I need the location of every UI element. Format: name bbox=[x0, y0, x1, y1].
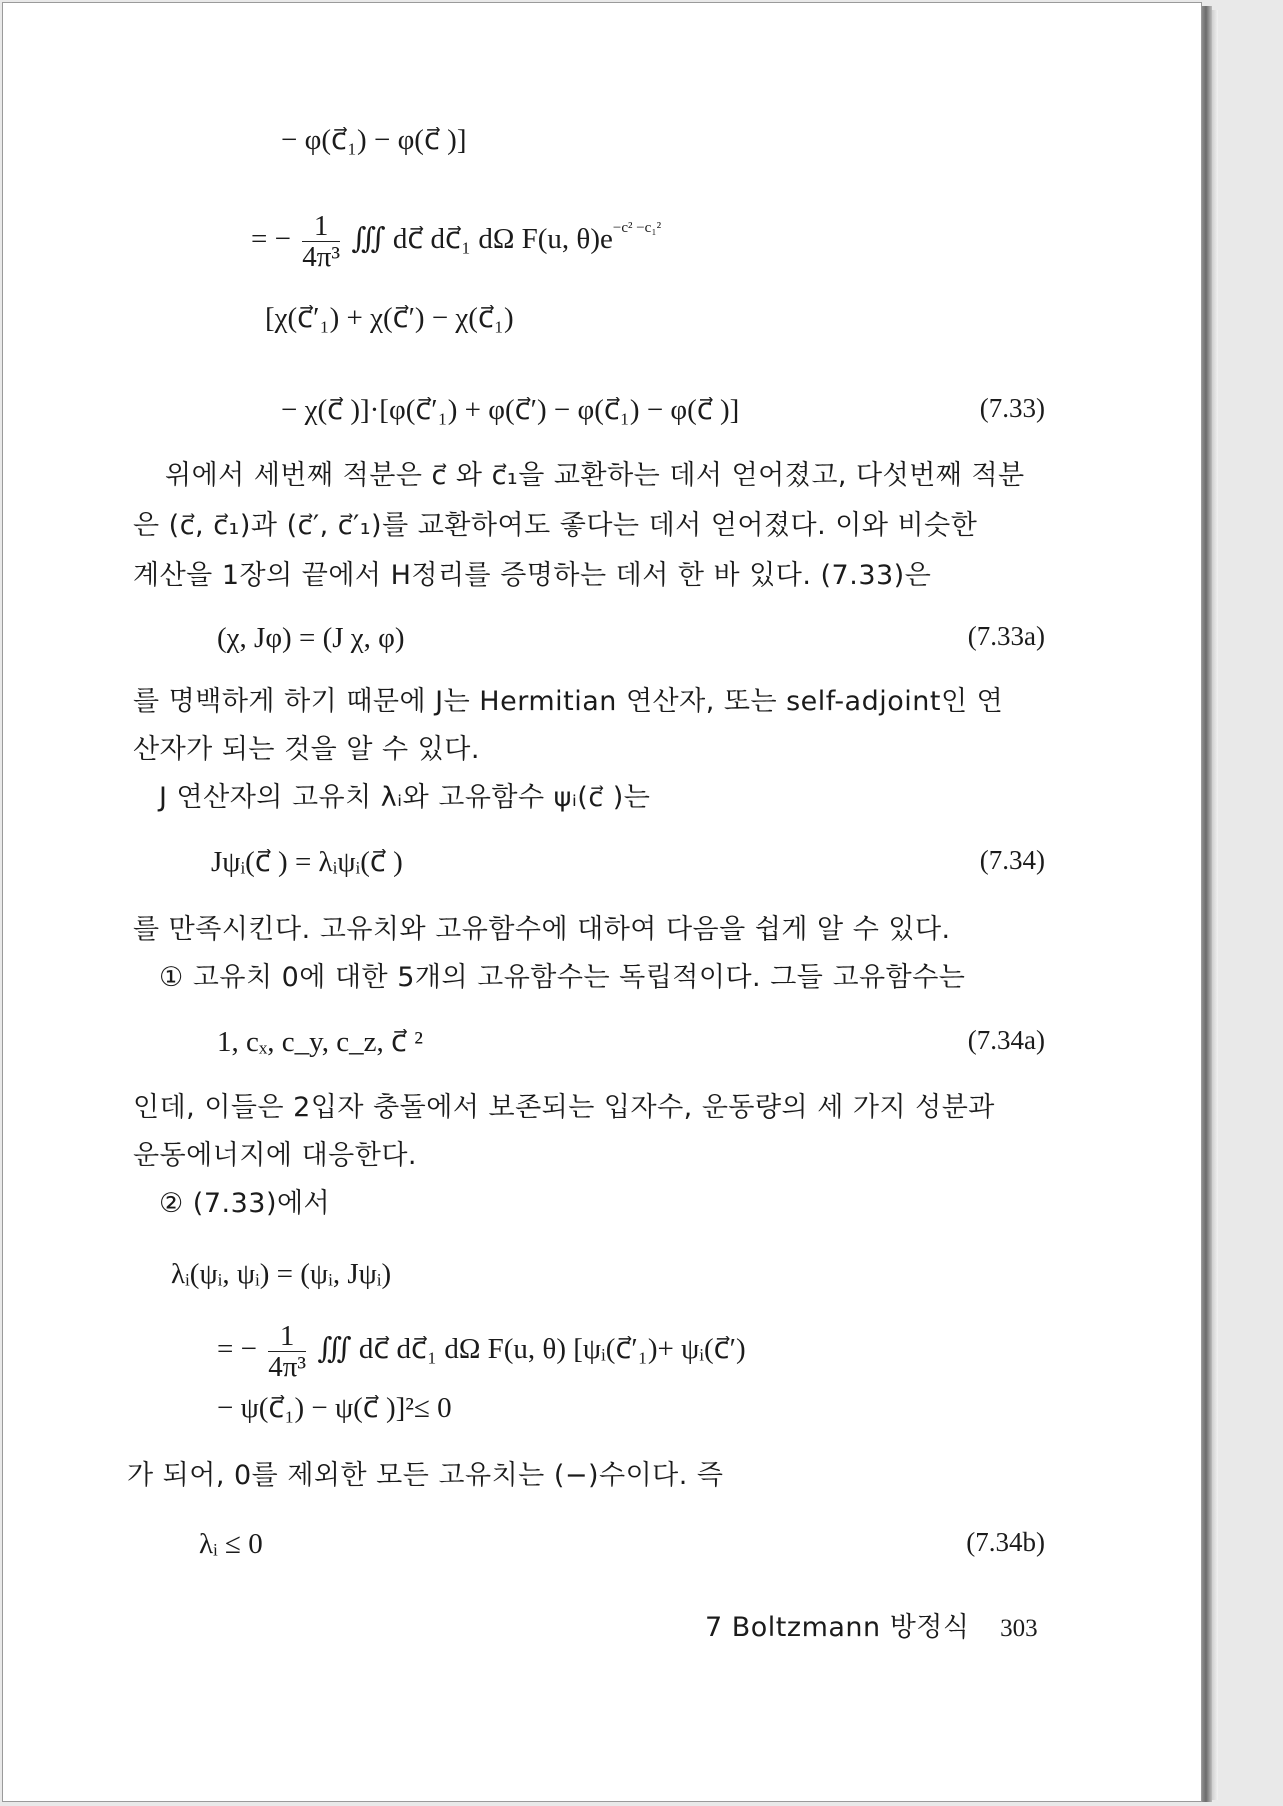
fraction-denominator: 4π³ bbox=[302, 241, 341, 273]
running-chapter-title: 7 Boltzmann 방정식 bbox=[705, 1612, 970, 1643]
paragraph-6-line-1: 인데, 이들은 2입자 충돌에서 보존되는 입자수, 운동량의 세 가지 성분과 bbox=[133, 1092, 995, 1123]
equation-7-34b: λᵢ ≤ 0 bbox=[199, 1528, 263, 1560]
equals-minus-2: = − bbox=[217, 1333, 257, 1366]
paragraph-1-line-2: 은 (c⃗, c⃗₁)과 (c⃗′, c⃗′₁)를 교환하여도 좋다는 데서 얻어졌다. 이와 비슷한 bbox=[133, 510, 978, 541]
equals-minus: = − bbox=[251, 223, 291, 256]
paragraph-1-line-1: 위에서 세번째 적분은 c⃗ 와 c⃗₁을 교환하는 데서 얻어졌고, 다섯번째 적분 bbox=[165, 460, 1025, 491]
equation-line-2 bbox=[251, 211, 661, 272]
equation-line-5d: − ψ(c⃗₁) − ψ(c⃗ )]²≤ 0 bbox=[217, 1392, 452, 1424]
item-1: ① 고유치 0에 대한 5개의 고유함수는 독립적이다. 그들 고유함수는 bbox=[159, 962, 966, 993]
paragraph-4: 를 만족시킨다. 고유치와 고유함수에 대하여 다음을 쉽게 알 수 있다. bbox=[133, 914, 951, 945]
book-page bbox=[2, 2, 1202, 1802]
equation-number-7-34: (7.34) bbox=[979, 845, 1045, 875]
page-edge-highlight bbox=[1212, 10, 1218, 1800]
triple-integral-2: ∭ dc⃗ dc⃗₁ dΩ F(u, θ) [ψᵢ(c⃗′₁)+ ψᵢ(c⃗′) bbox=[317, 1333, 746, 1366]
paragraph-2-line-1: 를 명백하게 하기 때문에 J는 Hermitian 연산자, 또는 self-adjoint인 연 bbox=[133, 686, 1004, 717]
fraction-numerator: 1 bbox=[302, 211, 340, 242]
paragraph-2-line-2: 산자가 되는 것을 알 수 있다. bbox=[133, 734, 480, 765]
fraction-2-numerator: 1 bbox=[268, 1321, 306, 1352]
paragraph-8: 가 되어, 0를 제외한 모든 고유치는 (−)수이다. 즉 bbox=[127, 1460, 724, 1491]
triple-integral: ∭ dc⃗ dc⃗₁ dΩ F(u, θ)e bbox=[351, 223, 613, 256]
equation-7-33a: (χ, Jφ) = (J χ, φ) bbox=[217, 622, 405, 654]
equation-number-7-34a: (7.34a) bbox=[967, 1025, 1045, 1055]
fraction-2-denominator: 4π³ bbox=[268, 1351, 307, 1383]
paragraph-1-line-3: 계산을 1장의 끝에서 H정리를 증명하는 데서 한 바 있다. (7.33)은 bbox=[133, 560, 932, 591]
page-edge-shadow bbox=[1202, 6, 1212, 1802]
item-2: ② (7.33)에서 bbox=[159, 1188, 331, 1219]
equation-line-5b bbox=[217, 1321, 746, 1382]
fraction bbox=[302, 211, 340, 272]
equation-line-3: [χ(c⃗′₁) + χ(c⃗′) − χ(c⃗₁) bbox=[265, 302, 514, 334]
equation-7-34: Jψᵢ(c⃗ ) = λᵢψᵢ(c⃗ ) bbox=[211, 846, 403, 878]
page-footer bbox=[705, 1605, 1038, 1644]
fraction-2 bbox=[268, 1321, 306, 1382]
equation-line-4: − χ(c⃗ )]·[φ(c⃗′₁) + φ(c⃗′) − φ(c⃗₁) − φ(c⃗ )] bbox=[281, 394, 740, 426]
equation-number-7-34b: (7.34b) bbox=[966, 1527, 1045, 1557]
equation-number-7-33: (7.33) bbox=[979, 393, 1045, 423]
equation-7-34a: 1, cₓ, c_y, c_z, c⃗ ² bbox=[217, 1026, 423, 1058]
paragraph-3: J 연산자의 고유치 λᵢ와 고유함수 ψᵢ(c⃗ )는 bbox=[159, 782, 651, 813]
page-number: 303 bbox=[1000, 1615, 1038, 1642]
equation-number-7-33a: (7.33a) bbox=[967, 621, 1045, 651]
paragraph-6-line-2: 운동에너지에 대응한다. bbox=[133, 1140, 417, 1171]
equation-line-1: − φ(c⃗₁) − φ(c⃗ )] bbox=[281, 124, 467, 156]
equation-line-5a: λᵢ(ψᵢ, ψᵢ) = (ψᵢ, Jψᵢ) bbox=[171, 1258, 392, 1290]
exponent: −c² −c₁² bbox=[612, 220, 662, 237]
